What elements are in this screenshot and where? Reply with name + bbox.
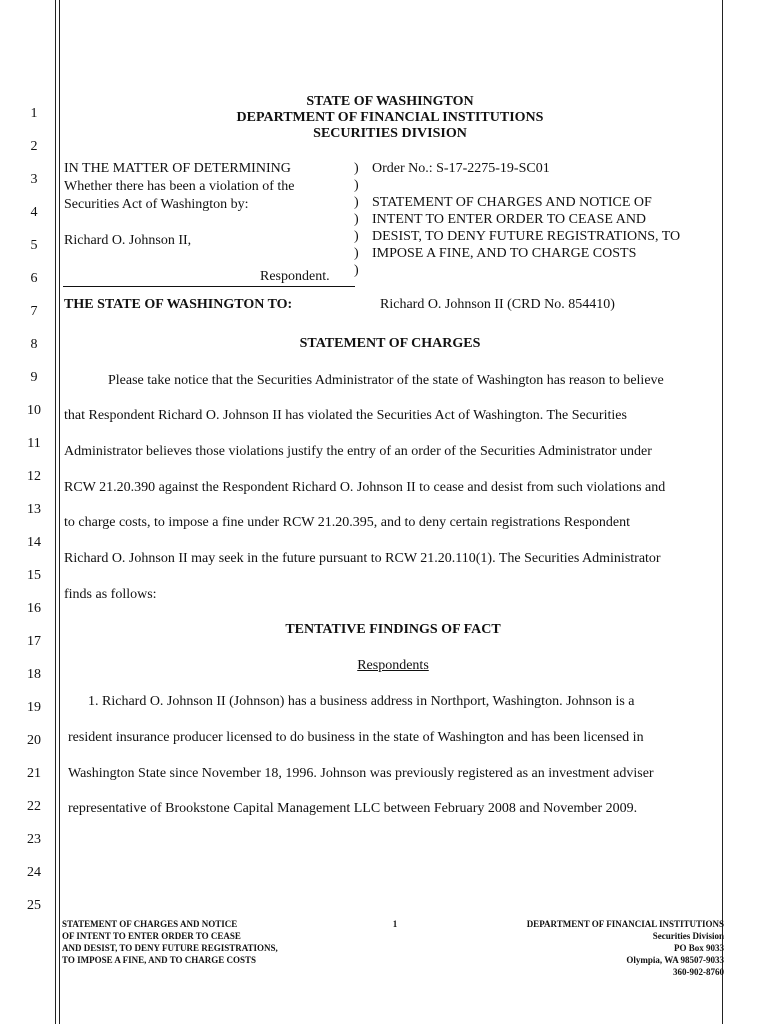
footer-right-line: PO Box 9033 <box>673 943 724 953</box>
footer-right-line: Securities Division <box>652 931 724 941</box>
statement-line: to charge costs, to impose a fine under RCW 21.20.395, and to deny certain registrations Respondent <box>64 515 630 530</box>
line-number: 23 <box>27 832 41 847</box>
statement-line: RCW 21.20.390 against the Respondent Richard O. Johnson II to cease and desist from such violations and <box>64 480 666 495</box>
statement-line: that Respondent Richard O. Johnson II has violated the Securities Act of Washington. The Securities <box>64 408 627 423</box>
caption-title-line: IMPOSE A FINE, AND TO CHARGE COSTS <box>372 246 637 261</box>
header-department: DEPARTMENT OF FINANCIAL INSTITUTIONS <box>236 110 544 125</box>
caption-paren: ) <box>354 178 359 193</box>
line-number: 6 <box>30 271 38 286</box>
line-number: 12 <box>27 469 41 484</box>
statement-line: Administrator believes those violations justify the entry of an order of the Securities Administrator under <box>64 444 652 459</box>
footer-left-line: STATEMENT OF CHARGES AND NOTICE <box>62 919 238 929</box>
line-number: 9 <box>30 370 38 385</box>
caption-paren: ) <box>354 161 359 176</box>
right-margin-rule <box>722 0 723 1024</box>
caption-matter-line: Whether there has been a violation of the <box>64 179 295 194</box>
findings-heading: TENTATIVE FINDINGS OF FACT <box>285 622 501 637</box>
footer-right-line: Olympia, WA 98507-9033 <box>626 955 724 965</box>
to-line-recipient: Richard O. Johnson II (CRD No. 854410) <box>380 297 615 312</box>
caption-title-line: STATEMENT OF CHARGES AND NOTICE OF <box>372 195 652 210</box>
respondent-name: Richard O. Johnson II, <box>64 233 192 248</box>
line-number: 18 <box>27 667 41 682</box>
line-number: 1 <box>30 106 38 121</box>
line-number: 22 <box>27 799 41 814</box>
line-number: 20 <box>27 733 41 748</box>
line-number: 21 <box>27 766 41 781</box>
caption-matter-line: Securities Act of Washington by: <box>64 197 249 212</box>
page-number: 1 <box>392 919 398 929</box>
order-number: Order No.: S-17-2275-19-SC01 <box>372 161 550 176</box>
finding-line: 1. Richard O. Johnson II (Johnson) has a business address in Northport, Washington. Johnson is a <box>88 694 635 709</box>
caption-divider <box>63 286 355 287</box>
left-margin-rule-inner <box>59 0 60 1024</box>
line-number: 14 <box>27 535 41 550</box>
line-number: 11 <box>27 436 41 451</box>
to-line-label: THE STATE OF WASHINGTON TO: <box>64 297 293 312</box>
header-state: STATE OF WASHINGTON <box>306 94 474 109</box>
respondent-label: Respondent. <box>260 269 330 284</box>
line-number: 10 <box>27 403 41 418</box>
statement-line: Richard O. Johnson II may seek in the future pursuant to RCW 21.20.110(1). The Securities Administrator <box>64 551 661 566</box>
caption-paren: ) <box>354 212 359 227</box>
left-margin-rule-outer <box>55 0 56 1024</box>
finding-line: representative of Brookstone Capital Management LLC between February 2008 and November 2009. <box>68 801 638 816</box>
footer-left-line: AND DESIST, TO DENY FUTURE REGISTRATIONS, <box>62 943 278 953</box>
caption-paren: ) <box>354 246 359 261</box>
finding-line: Washington State since November 18, 1996. Johnson was previously registered as an investment adviser <box>68 766 654 781</box>
line-number: 15 <box>27 568 41 583</box>
line-number: 19 <box>27 700 41 715</box>
caption-matter-line: IN THE MATTER OF DETERMINING <box>64 161 291 176</box>
statement-heading: STATEMENT OF CHARGES <box>299 336 481 351</box>
line-number: 24 <box>27 865 41 880</box>
line-number: 4 <box>30 205 38 220</box>
caption-title-line: INTENT TO ENTER ORDER TO CEASE AND <box>372 212 647 227</box>
footer-left-line: OF INTENT TO ENTER ORDER TO CEASE <box>62 931 241 941</box>
line-number: 7 <box>30 304 38 319</box>
caption-title-line: DESIST, TO DENY FUTURE REGISTRATIONS, TO <box>372 229 681 244</box>
line-number: 3 <box>30 172 38 187</box>
caption-paren: ) <box>354 229 359 244</box>
caption-paren: ) <box>354 263 359 278</box>
footer-right <box>470 918 724 978</box>
footer-right-line: 360-902-8760 <box>673 967 724 977</box>
line-number: 2 <box>30 139 38 154</box>
statement-line: Please take notice that the Securities Administrator of the state of Washington has reason to believe <box>108 373 664 388</box>
line-number: 25 <box>27 898 41 913</box>
line-number: 8 <box>30 337 38 352</box>
footer-left <box>62 918 278 966</box>
footer-left-line: TO IMPOSE A FINE, AND TO CHARGE COSTS <box>62 955 257 965</box>
findings-subheading: Respondents <box>357 658 429 673</box>
footer-right-line: DEPARTMENT OF FINANCIAL INSTITUTIONS <box>526 919 724 929</box>
finding-line: resident insurance producer licensed to do business in the state of Washington and has been licensed in <box>68 730 644 745</box>
line-number: 16 <box>27 601 41 616</box>
line-number: 13 <box>27 502 41 517</box>
header-division: SECURITIES DIVISION <box>313 126 467 141</box>
statement-line: finds as follows: <box>64 587 157 602</box>
line-number: 5 <box>30 238 38 253</box>
line-number: 17 <box>27 634 41 649</box>
caption-paren: ) <box>354 195 359 210</box>
